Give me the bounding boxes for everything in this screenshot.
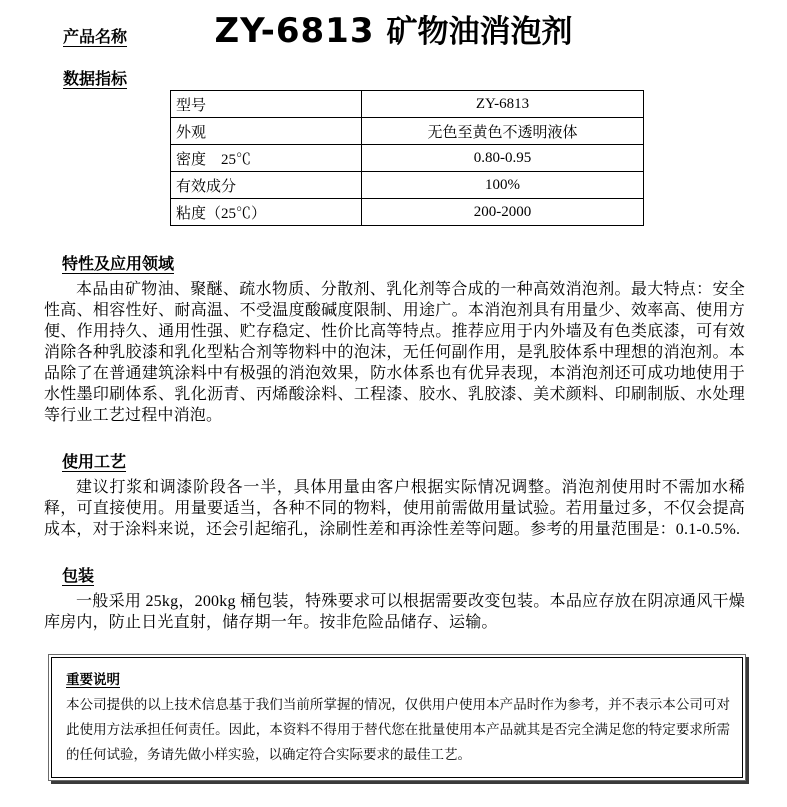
table-row [171,172,644,199]
notice-box-inner [51,657,743,778]
section-paragraph-usage: 建议打浆和调漆阶段各一半，具体用量由客户根据实际情况调整。消泡剂使用时不需加水稀释，可直接使用。用量要适当，各种不同的物料，使用前需做用量试验。若用量过多，不仅会提高成本，对于涂料来说，还会引起缩孔，涂刷性差和再涂性差等问题。参考的用量范围是：0.1-0.5%. [44,479,745,538]
page-title-model: ZY-6813 [214,11,375,51]
notice-heading: 重要说明 [66,672,120,687]
spec-row-label: 粘度（25℃） [171,199,362,226]
table-row [171,145,644,172]
spec-row-value: 100% [362,172,644,199]
spec-row-label: 有效成分 [171,172,362,199]
section-paragraph-packaging: 一般采用 25kg，200kg 桶包装，特殊要求可以根据需要改变包装。本品应存放在阴凉通风干燥库房内，防止日光直射，储存期一年。按非危险品储存、运输。 [44,593,745,631]
page-title-name: 矿物油消泡剂 [386,14,573,49]
section-paragraph-features: 本品由矿物油、聚醚、疏水物质、分散剂、乳化剂等合成的一种高效消泡剂。最大特点：安全性高、相容性好、耐高温、不受温度酸碱度限制、用途广。本消泡剂具有用量少、效率高、使用方便、作用持久、通用性强、贮存稳定、性价比高等特点。推荐应用于内外墙及有色类底漆，可有效消除各种乳胶漆和乳化型粘合剂等物料中的泡沫，无任何副作用，是乳胶体系中理想的消泡剂。本品除了在普通建筑涂料中有极强的消泡效果，防水体系也有优异表现，本消泡剂还可成功地使用于水性墨印刷体系、乳化沥青、丙烯酸涂料、工程漆、胶水、乳胶漆、美术颜料、印刷制版、水处理等行业工艺过程中消泡。 [44,281,745,424]
spec-row-value: 无色至黄色不透明液体 [362,118,644,145]
spec-row-label: 型号 [171,91,362,118]
table-row [171,118,644,145]
table-row [171,91,644,118]
document-body [44,251,745,633]
spec-row-label: 外观 [171,118,362,145]
spec-row-value: ZY-6813 [362,91,644,118]
product-name-label: 产品名称 [63,29,128,46]
spec-row-value: 0.80-0.95 [362,145,644,172]
notice-paragraph: 本公司提供的以上技术信息基于我们当前所掌握的情况，仅供用户使用本产品时作为参考，并不表示本公司可对此使用方法承担任何责任。因此，本资料不得用于替代您在批量使用本产品就其是否完全满足您的特定要求所需的任何试验，务请先做小样实验，以确定符合实际要求的最佳工艺。 [66,697,730,762]
data-indicators-label: 数据指标 [63,71,128,88]
spec-row-value: 200-2000 [362,199,644,226]
notice-box [48,654,746,781]
section-heading-features: 特性及应用领域 [62,256,175,273]
spec-row-label: 密度 25℃ [171,145,362,172]
table-row [171,199,644,226]
spec-table [170,90,644,226]
section-heading-packaging: 包装 [62,568,95,585]
section-heading-usage: 使用工艺 [62,454,127,471]
page-header [0,0,787,58]
